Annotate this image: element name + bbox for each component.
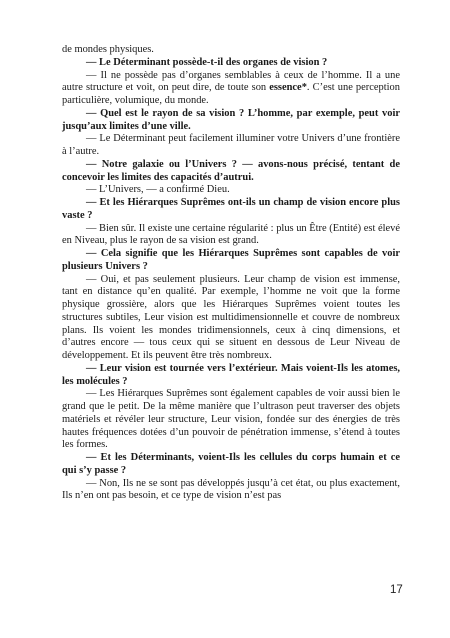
question-galaxy-or-universe: — Notre galaxie ou l’Univers ? — avons-nous précisé, tentant de concevoir les limites des capacités d’autrui.: [62, 158, 400, 183]
answer-regularity: — Bien sûr. Il existe une certaine régularité : plus un Être (Entité) est élevé en Niveau, plus le rayon de sa vision est grand.: [62, 222, 400, 247]
answer-vision-radius: — Le Déterminant peut facilement illuminer votre Univers d’une frontière à l’autre.: [62, 133, 400, 157]
question-vision-organs: — Le Déterminant possède-t-il des organes de vision ?: [86, 56, 328, 68]
answer-universe: — L’Univers, — a confirmé Dieu.: [86, 184, 230, 196]
essence-emphasis: essence*: [269, 82, 307, 94]
question-vision-radius: — Quel est le rayon de sa vision ? L’homme, par exemple, peut voir jusqu’aux limites d’une ville.: [62, 107, 400, 132]
question-atoms-molecules: — Leur vision est tournée vers l’extérieur. Mais voient-Ils les atomes, les molécules ?: [62, 362, 400, 387]
answer-text-end: . C’est une perception particulière, volumique, du monde.: [62, 82, 400, 106]
question-human-cells: — Et les Déterminants, voient-Ils les cellules du corps humain et ce qui s’y passe ?: [62, 452, 400, 476]
paragraph-continuation: de mondes physiques.: [62, 44, 154, 55]
answer-vision-organs: [62, 70, 400, 108]
answer-not-developed: — Non, Ils ne se sont pas développés jusqu’à cet état, ou plus exactement, Ils n’en ont pas besoin, et ce type de vision n’est pas: [62, 477, 400, 502]
answer-text-start: — Il ne possède pas d’organes semblables à ceux de l’homme. Il a une autre structure et voit, on peut dire, de toute son: [62, 69, 400, 94]
answer-multidimensional: — Oui, et pas seulement plusieurs. Leur champ de vision est immense, tant en distance qu’en qualité. Par exemple, l’homme ne voit que la forme physique grossière, alors que les Hiérarques Suprêmes voient toutes les structures subtiles, Leur vision est multidimensionnelle et couvre de nombreux plans. Ils voient les mondes tridimensionnels, ceux à cinq dimensions, et d’autres encore — tous ceux qui se situent en dessous de Leur Niveau de développement. Et ils peuvent être très nombreux.: [62, 273, 400, 361]
answer-ultrasound: — Les Hiérarques Suprêmes sont également capables de voir aussi bien le grand que le petit. De la même manière que l’ultrason peut traverser des objets matériels et révéler leur structure, Leur vision, fondée sur des énergies de très hautes fréquences dotées d’un pouvoir de pénétration immense, s’étend à toutes les formes.: [62, 388, 400, 451]
question-several-universes: — Cela signifie que les Hiérarques Suprêmes sont capables de voir plusieurs Univers ?: [62, 248, 400, 272]
page-number: 17: [390, 584, 403, 596]
question-hierarchs-field: — Et les Hiérarques Suprêmes ont-ils un champ de vision encore plus vaste ?: [62, 197, 400, 221]
page-body: [62, 44, 400, 503]
